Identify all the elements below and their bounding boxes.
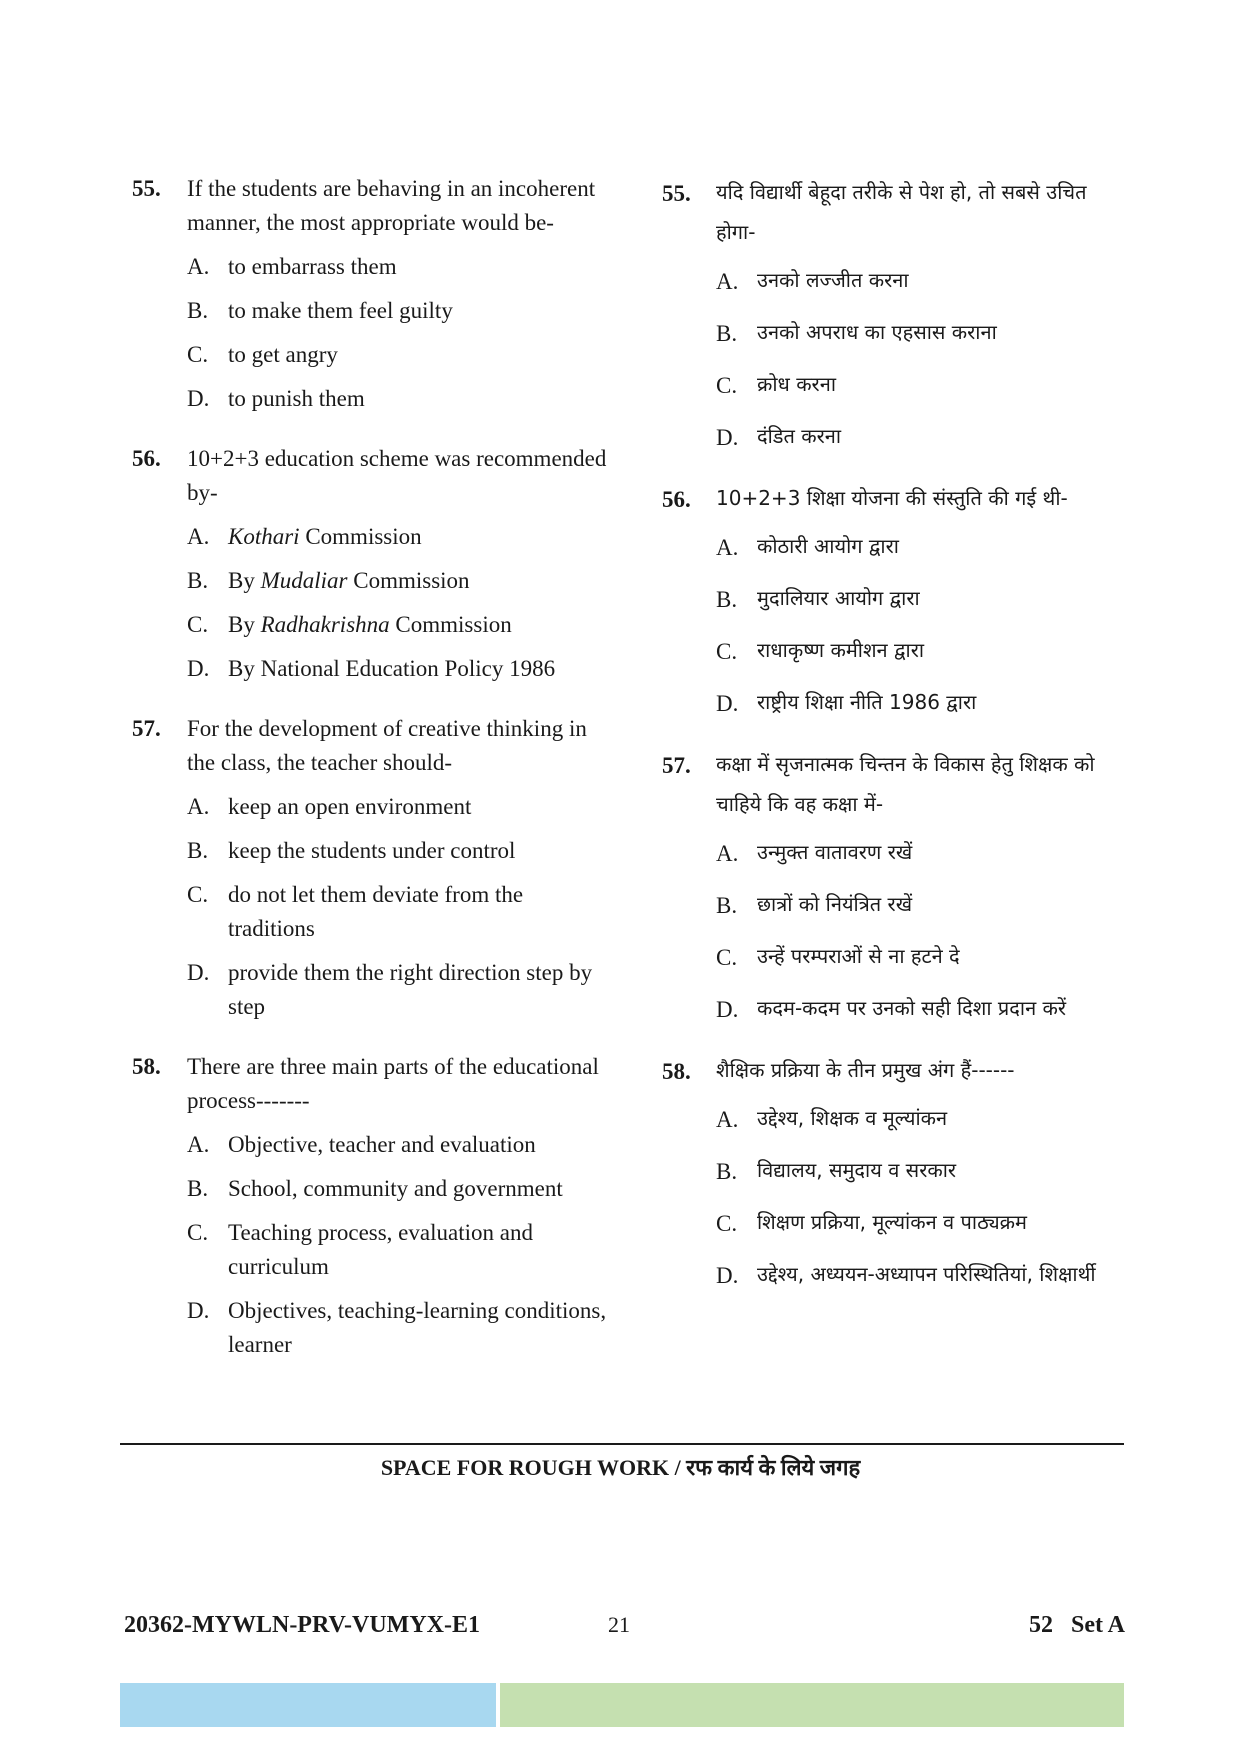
option-label: A. (187, 254, 210, 279)
option-text: Objective, teacher and evaluation (228, 1132, 536, 1157)
option-b (187, 1172, 612, 1206)
option-text: राष्ट्रीय शिक्षा नीति 1986 द्वारा (757, 690, 977, 714)
option-c (187, 608, 612, 642)
option-label: B. (187, 298, 209, 323)
question-number: 57. (132, 716, 161, 741)
question-55-en (132, 172, 612, 416)
option-a (187, 1128, 612, 1162)
footer-page-number: 21 (608, 1612, 630, 1637)
option-text: Commission (389, 612, 512, 637)
option-label: D. (716, 691, 739, 716)
question-56-en (132, 442, 612, 686)
footer-set-label: 52 Set A (1029, 1612, 1125, 1638)
option-a (716, 832, 1132, 872)
option-text: छात्रों को नियंत्रित रखें (757, 892, 913, 916)
question-text: For the development of creative thinking in the class, the teacher should- (187, 716, 587, 775)
option-text: By (228, 568, 261, 593)
option-a (187, 250, 612, 284)
option-label: C. (187, 882, 209, 907)
option-c (716, 1202, 1132, 1242)
option-c (716, 630, 1132, 670)
question-number: 58. (132, 1054, 161, 1079)
option-a (716, 260, 1132, 300)
option-a (187, 790, 612, 824)
option-text: उनको अपराध का एहसास कराना (757, 320, 997, 344)
option-text: School, community and government (228, 1176, 563, 1201)
option-c (187, 878, 612, 946)
option-label: A. (187, 794, 210, 819)
option-text: Commission (347, 568, 470, 593)
option-text: Objectives, teaching-learning conditions, learner (228, 1298, 607, 1357)
option-label: A. (716, 841, 739, 866)
option-label: A. (716, 1107, 739, 1132)
option-label: A. (187, 1132, 210, 1157)
option-label: B. (716, 321, 738, 346)
option-b (716, 884, 1132, 924)
option-label: C. (187, 342, 209, 367)
option-text: By National Education Policy 1986 (228, 656, 556, 681)
question-text: If the students are behaving in an incoherent manner, the most appropriate would be- (187, 176, 596, 235)
option-label: C. (716, 1211, 738, 1236)
option-label: A. (187, 524, 210, 549)
option-d (187, 1294, 612, 1362)
option-label: A. (716, 269, 739, 294)
question-56-hi (662, 478, 1132, 722)
option-b (716, 312, 1132, 352)
option-text: उन्हें परम्पराओं से ना हटने दे (757, 944, 960, 968)
option-label: C. (187, 612, 209, 637)
question-58-hi (662, 1050, 1132, 1294)
english-column (132, 172, 612, 1388)
options-list (187, 250, 612, 416)
question-text: यदि विद्यार्थी बेहूदा तरीके से पेश हो, तो सबसे उचित होगा- (716, 180, 1087, 244)
rough-work-label: SPACE FOR ROUGH WORK / रफ कार्य के लिये जगह (380, 1455, 861, 1480)
option-text: to punish them (228, 386, 365, 411)
option-c (716, 936, 1132, 976)
question-text: There are three main parts of the educational process------- (187, 1054, 599, 1113)
option-label: D. (716, 997, 739, 1022)
option-label: B. (716, 893, 738, 918)
option-text: क्रोध करना (757, 372, 837, 396)
option-b (716, 578, 1132, 618)
option-text: उन्मुक्त वातावरण रखें (757, 840, 913, 864)
option-text: मुदालियार आयोग द्वारा (757, 586, 920, 610)
option-label: A. (716, 535, 739, 560)
question-57-en (132, 712, 612, 1024)
footer-paper-code: 20362-MYWLN-PRV-VUMYX-E1 (124, 1612, 480, 1638)
question-number: 55. (132, 176, 161, 201)
option-label: C. (716, 373, 738, 398)
option-text: keep the students under control (228, 838, 516, 863)
option-d (187, 382, 612, 416)
hindi-column (662, 172, 1132, 1316)
option-label: D. (187, 386, 210, 411)
option-text: Commission (299, 524, 422, 549)
option-d (716, 988, 1132, 1028)
question-text: 10+2+3 education scheme was recommended by- (187, 446, 607, 505)
option-a (716, 526, 1132, 566)
option-text: उद्देश्य, शिक्षक व मूल्यांकन (757, 1106, 948, 1130)
option-label: D. (187, 656, 210, 681)
option-label: C. (187, 1220, 209, 1245)
option-label: C. (716, 639, 738, 664)
question-number: 58. (662, 1059, 691, 1084)
option-d (187, 956, 612, 1024)
question-number: 56. (662, 487, 691, 512)
option-text-italic: Kothari (228, 524, 300, 549)
option-label: C. (716, 945, 738, 970)
options-list (187, 1128, 612, 1362)
option-text: to get angry (228, 342, 338, 367)
option-text: उद्देश्य, अध्ययन-अध्यापन परिस्थितियां, शिक्षार्थी (757, 1262, 1096, 1286)
option-d (187, 652, 612, 686)
option-text: विद्यालय, समुदाय व सरकार (757, 1158, 957, 1182)
option-a (716, 1098, 1132, 1138)
options-list (716, 832, 1132, 1028)
options-list (187, 790, 612, 1024)
option-text: राधाकृष्ण कमीशन द्वारा (757, 638, 925, 662)
option-label: D. (187, 1298, 210, 1323)
question-text: शैक्षिक प्रक्रिया के तीन प्रमुख अंग हैं------ (716, 1058, 1015, 1082)
question-text: कक्षा में सृजनात्मक चिन्तन के विकास हेतु शिक्षक को चाहिये कि वह कक्षा में- (716, 752, 1095, 816)
option-text: उनको लज्जीत करना (757, 268, 909, 292)
option-label: B. (187, 568, 209, 593)
option-b (187, 564, 612, 598)
option-c (187, 338, 612, 372)
option-label: B. (187, 838, 209, 863)
question-number: 55. (662, 181, 691, 206)
option-text: to embarrass them (228, 254, 397, 279)
option-text: कोठारी आयोग द्वारा (757, 534, 899, 558)
option-label: B. (716, 587, 738, 612)
option-b (716, 1150, 1132, 1190)
option-text: By (228, 612, 261, 637)
option-text: दंडित करना (757, 424, 842, 448)
option-b (187, 834, 612, 868)
option-label: B. (716, 1159, 738, 1184)
footer-color-bar-right (500, 1683, 1124, 1727)
question-57-hi (662, 744, 1132, 1028)
option-a (187, 520, 612, 554)
option-b (187, 294, 612, 328)
option-c (716, 364, 1132, 404)
question-text: 10+2+3 शिक्षा योजना की संस्तुति की गई थी- (716, 486, 1068, 510)
question-58-en (132, 1050, 612, 1362)
option-text-italic: Mudaliar (260, 568, 348, 593)
option-d (716, 682, 1132, 722)
options-list (187, 520, 612, 686)
question-number: 57. (662, 753, 691, 778)
option-label: D. (187, 960, 210, 985)
question-55-hi (662, 172, 1132, 456)
option-text: Teaching process, evaluation and curriculum (228, 1220, 533, 1279)
option-text: शिक्षण प्रक्रिया, मूल्यांकन व पाठ्यक्रम (757, 1210, 1027, 1234)
options-list (716, 260, 1132, 456)
option-label: D. (716, 1263, 739, 1288)
option-c (187, 1216, 612, 1284)
option-label: D. (716, 425, 739, 450)
rough-work-divider (120, 1443, 1124, 1445)
option-label: B. (187, 1176, 209, 1201)
footer-color-bar-left (120, 1683, 496, 1727)
option-d (716, 1254, 1132, 1294)
question-number: 56. (132, 446, 161, 471)
option-text: do not let them deviate from the traditions (228, 882, 524, 941)
option-text: provide them the right direction step by step (228, 960, 593, 1019)
options-list (716, 1098, 1132, 1294)
option-text: to make them feel guilty (228, 298, 453, 323)
option-text: keep an open environment (228, 794, 472, 819)
option-d (716, 416, 1132, 456)
options-list (716, 526, 1132, 722)
option-text-italic: Radhakrishna (260, 612, 390, 637)
option-text: कदम-कदम पर उनको सही दिशा प्रदान करें (757, 996, 1067, 1020)
